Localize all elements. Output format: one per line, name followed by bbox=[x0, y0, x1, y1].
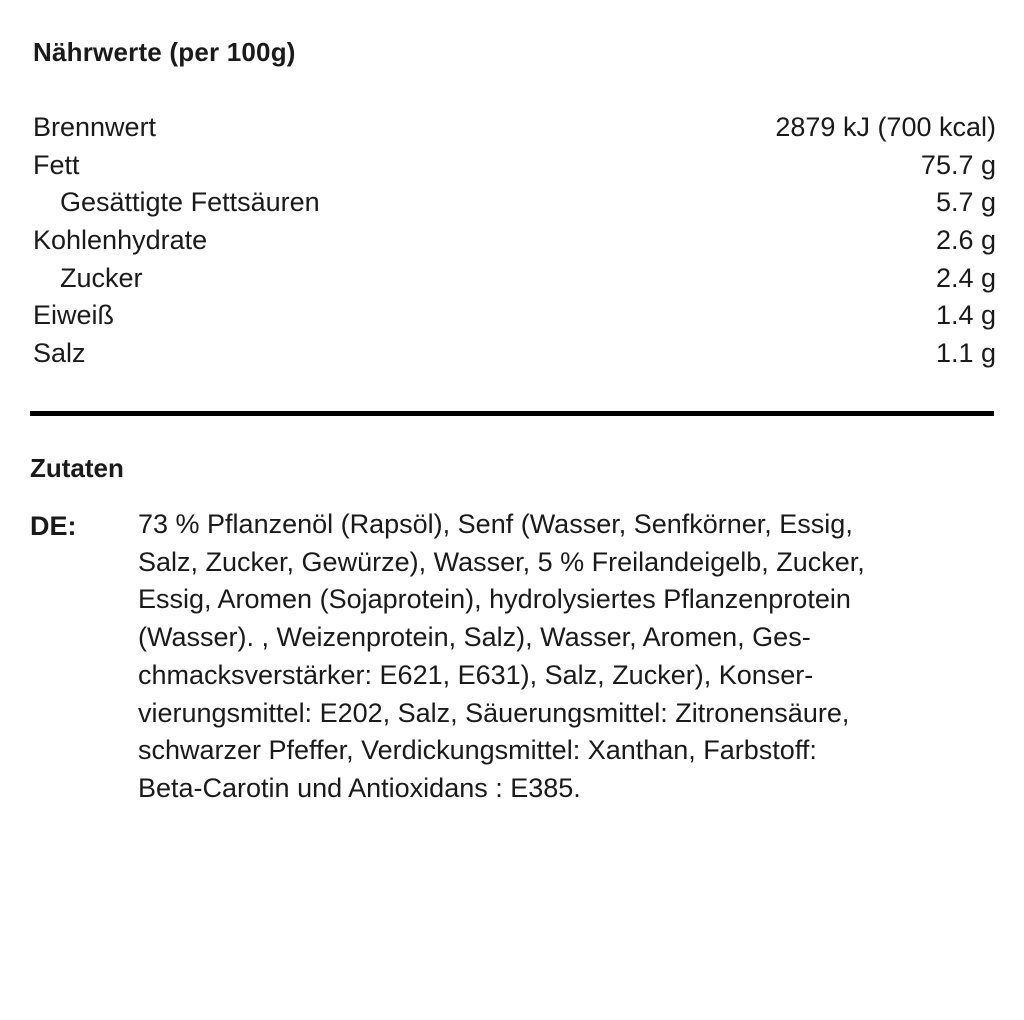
nutrition-row-salt bbox=[33, 335, 996, 373]
ingredients-line: vierungsmittel: E202, Salz, Säuerungsmittel: Zitronensäure, bbox=[138, 697, 850, 728]
nutrition-row-protein bbox=[33, 297, 996, 335]
ingredients-line: (Wasser). , Weizenprotein, Salz), Wasser, Aromen, Ges- bbox=[138, 622, 811, 653]
nutrition-table bbox=[33, 109, 996, 373]
nutrition-label: Fett bbox=[33, 149, 80, 180]
nutrition-label: Salz bbox=[33, 338, 86, 369]
ingredients-title: Zutaten bbox=[30, 453, 124, 483]
ingredients-text bbox=[138, 506, 998, 808]
ingredients-line: schwarzer Pfeffer, Verdickungsmittel: Xanthan, Farbstoff: bbox=[138, 735, 817, 766]
nutrition-value: 1.4 g bbox=[935, 300, 996, 331]
nutrition-row-energy bbox=[33, 109, 996, 147]
nutrition-label: Gesättigte Fettsäuren bbox=[60, 187, 320, 218]
ingredients-line: Salz, Zucker, Gewürze), Wasser, 5 % Freilandeigelb, Zucker, bbox=[138, 546, 865, 577]
nutrition-row-carbohydrates bbox=[33, 222, 996, 260]
nutrition-value: 2.6 g bbox=[935, 225, 996, 256]
nutrition-value: 2.4 g bbox=[935, 262, 996, 293]
section-divider bbox=[30, 411, 994, 416]
ingredients-line: Essig, Aromen (Sojaprotein), hydrolysiertes Pflanzenprotein bbox=[138, 584, 851, 615]
nutrition-label: Eiweiß bbox=[33, 300, 115, 331]
ingredients-line: Beta-Carotin und Antioxidans : E385. bbox=[138, 772, 581, 803]
ingredients-language-code: DE: bbox=[30, 511, 77, 541]
nutrition-value: 5.7 g bbox=[935, 187, 996, 218]
nutrition-label: Brennwert bbox=[33, 112, 157, 142]
nutrition-label: Zucker bbox=[60, 262, 143, 293]
nutrition-value: 1.1 g bbox=[935, 338, 996, 369]
nutrition-row-fat bbox=[33, 147, 996, 185]
ingredients-line: 73 % Pflanzenöl (Rapsöl), Senf (Wasser, Senfkörner, Essig, bbox=[138, 509, 853, 539]
nutrition-value: 2879 kJ (700 kcal) bbox=[775, 112, 996, 142]
nutrition-row-saturated-fat bbox=[33, 184, 996, 222]
nutrition-value: 75.7 g bbox=[920, 149, 996, 180]
nutrition-title: Nährwerte (per 100g) bbox=[33, 37, 296, 67]
nutrition-row-sugar bbox=[33, 260, 996, 298]
ingredients-line: chmacksverstärker: E621, E631), Salz, Zucker), Konser- bbox=[138, 659, 814, 690]
nutrition-label: Kohlenhydrate bbox=[33, 225, 208, 256]
